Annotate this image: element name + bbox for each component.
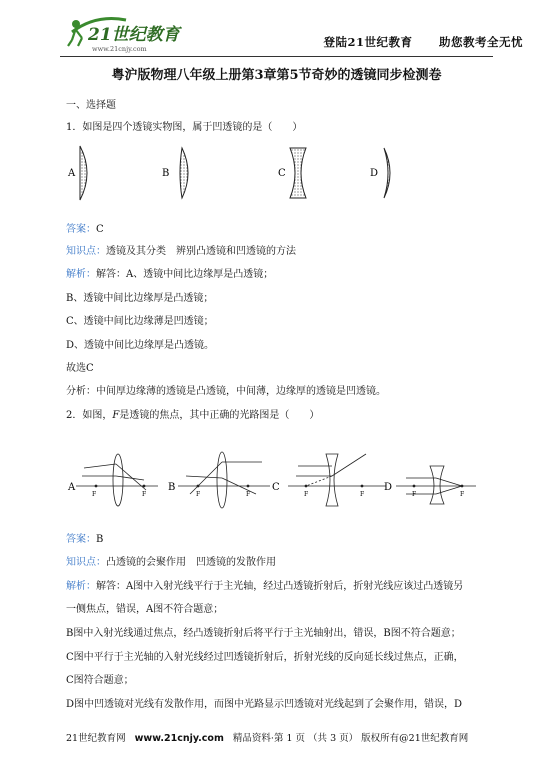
q1-analysis-line-5: 故选C [66,363,94,374]
q2-stem: 2．如图，F是透镜的焦点，其中正确的光路图是（ ） [66,410,320,421]
q1-analysis-line-3: C、透镜中间比边缘薄是凹透镜； [66,316,214,327]
section-heading: 一、选择题 [66,100,116,111]
q1-analysis-line-1: 解析：解答：A、透镜中间比边缘厚是凸透镜； [66,269,274,280]
knowledge-label: 知识点： [66,246,106,257]
site-logo [66,12,191,54]
svg-text:F: F [196,491,201,498]
svg-text:F: F [142,491,147,498]
q1-stem: 1．如图是四个透镜实物图，属于凹透镜的是（ ） [66,122,303,133]
q2-ray-diagram [66,440,486,510]
answer-label: 答案： [66,534,96,545]
svg-text:F: F [92,491,97,498]
answer-value: B [96,534,104,545]
svg-text:www.21cnjy.com: www.21cnjy.com [92,45,147,53]
q2-knowledge [66,553,276,568]
footer-info: 精品资料·第 1 页 （共 3 页） 版权所有@21世纪教育网 [232,733,469,744]
q1-answer [66,220,104,235]
slogan-left: 登陆21世纪教育 [323,35,413,49]
analysis-label: 解析： [66,581,96,592]
q1-analysis-line-4: D、透镜中间比边缘厚是凸透镜。 [66,340,215,351]
q2-answer [66,530,103,545]
q1-knowledge [66,242,296,257]
option-d: D [384,482,393,493]
lens-b [180,148,188,198]
page-title: 粤沪版物理八年级上册第3章第5节奇妙的透镜同步检测卷 [111,68,442,83]
knowledge-text: 透镜及其分类 辨别凸透镜和凹透镜的方法 [106,246,296,257]
answer-label: 答案： [66,224,96,235]
knowledge-label: 知识点： [66,557,106,568]
svg-text:F: F [360,491,365,498]
q2-analysis-line-1: 解析：解答：A图中入射光线平行于主光轴，经过凸透镜折射后，折射光线应该过凸透镜另 [66,581,464,592]
analysis-label: 解析： [66,269,96,280]
option-d: D [370,168,379,179]
answer-value: C [96,224,104,235]
page-footer [66,730,468,744]
footer-url[interactable]: www.21cnjy.com [134,733,224,744]
lens-c [290,148,306,198]
option-a: A [68,168,76,179]
svg-text:F: F [412,491,417,498]
svg-text:F: F [246,491,251,498]
footer-site: 21世纪教育网 [66,733,126,744]
q1-analysis-line-6: 分析：中间厚边缘薄的透镜是凸透镜，中间薄，边缘厚的透镜是凹透镜。 [66,386,386,397]
q2-analysis-line-4: C图中平行于主光轴的入射光线经过凹透镜折射后，折射光线的反向延长线过焦点，正确， [66,652,464,663]
q2-analysis-line-2: 一侧焦点，错误，A图不符合题意； [66,604,224,615]
q2-analysis-line-6: D图中凹透镜对光线有发散作用，而图中光路显示凹透镜对光线起到了会聚作用，错误，D [66,699,463,710]
q2-analysis-line-3: B图中入射光线通过焦点，经凸透镜折射后将平行于主光轴射出，错误，B图不符合题意； [66,628,461,639]
option-a: A [68,482,76,493]
svg-text:21世纪教育: 21世纪教育 [88,25,180,45]
header-divider [60,56,493,57]
option-c: C [272,482,280,493]
q1-lens-figure [66,140,406,206]
q1-analysis-line-2: B、透镜中间比边缘厚是凸透镜； [66,293,214,304]
option-b: B [162,168,170,179]
knowledge-text: 凸透镜的会聚作用 凹透镜的发散作用 [106,557,276,568]
q2-analysis-line-5: C图符合题意； [66,675,134,686]
option-b: B [168,482,176,493]
header-slogan [301,34,523,50]
lens-d [384,148,390,198]
lens-a [80,146,87,200]
svg-text:F: F [304,491,309,498]
slogan-right: 助您教考全无忧 [439,35,523,49]
svg-text:F: F [460,491,465,498]
option-c: C [278,168,286,179]
